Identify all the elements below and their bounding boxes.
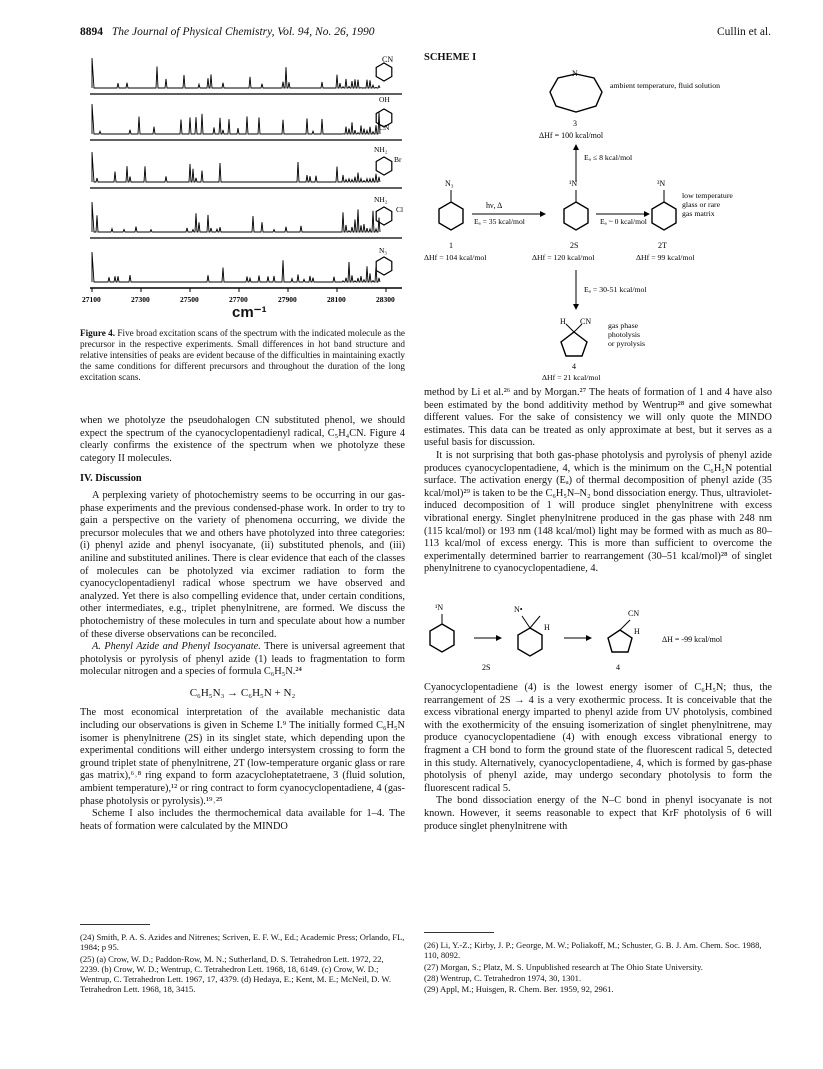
x-axis-unit: cm⁻¹ [232, 304, 267, 321]
compound-2t-label: 2T [658, 241, 667, 250]
reaction-dh: ΔH = -99 kcal/mol [662, 635, 723, 644]
compound-2t-dh: ΔHf = 99 kcal/mol [636, 253, 695, 262]
scheme-1-diagram [424, 64, 776, 384]
reaction-label-2s: 2S [482, 663, 491, 672]
svg-text:H: H [544, 623, 550, 632]
reaction-2s [430, 603, 454, 652]
figure-4-spectra [80, 50, 410, 325]
footnote-rule-left [80, 924, 150, 925]
spectrum-trace [92, 202, 380, 232]
reference-27: (27) Morgan, S.; Platz, M. S. Unpublished research at The Ohio State University. [424, 961, 703, 972]
compound-1-label: 1 [449, 241, 453, 250]
reference-24: (24) Smith, P. A. S. Azides and Nitrenes; Scriven, E. F. W., Ed.; Academic Press; Orlando, FL, 1984; p 95. [80, 932, 405, 953]
substituent-label: NH₂ [374, 195, 388, 204]
substituent-label: CN [379, 123, 390, 132]
svg-text:N₃: N₃ [445, 179, 454, 188]
compound-2s-dh: ΔHf = 120 kcal/mol [532, 253, 595, 262]
compound-4-cyanocyclopentadiene [560, 317, 591, 356]
svg-text:N: N [572, 69, 578, 78]
x-tick-label: 27700 [229, 295, 248, 304]
substituent-label: NH₂ [374, 145, 388, 154]
x-axis [82, 288, 402, 304]
scheme-title: SCHEME I [424, 52, 477, 63]
caption-text: Five broad excitation scans of the spectrum with the indicated molecule as the precursor in the respective experiments. Small differences in hot band structure and relative intensities of peaks are evident because of the difficulties in maintaining exactly the same conditions for different precursors and throughout the duration of the long excitation scans. [80, 328, 406, 382]
ea3-label: Eₐ = 30-51 kcal/mol [584, 285, 647, 294]
precursor-molecule-icon [376, 207, 392, 225]
reference-26: (26) Li, Y.-Z.; Kirby, J. P.; George, M. W.; Poliakoff, M.; Schuster, G. B. J. Am. Chem. Soc. 1988, 110, 8092. [424, 940, 762, 961]
right-paragraph-1: method by Li et al.²⁶ and by Morgan.²⁷ The heats of formation of 1 and 4 have also been estimated by the bond additivity method by Wentrup²⁸ and give somewhat different values. For the sake of consistency we will only quote the MINDO estimates. This data can be treated as only approximate at best, but it serves as a useful basis for discussion. [424, 387, 772, 449]
precursor-molecule-icon [376, 257, 392, 275]
precursor-molecule-icon [376, 63, 392, 81]
spectrum-trace [92, 58, 380, 88]
substituent-label: Br [394, 155, 402, 164]
compound-3-dh: ΔHf = 100 kcal/mol [539, 131, 604, 140]
compound-1-dh: ΔHf = 104 kcal/mol [424, 253, 487, 262]
spectrum-trace [92, 252, 380, 282]
left-references [80, 932, 405, 996]
compound-3-label: 3 [573, 119, 577, 128]
ea-top-label: Eₐ ≤ 8 kcal/mol [584, 153, 633, 162]
label-cn-1: CN [382, 55, 394, 64]
right-paragraph-2: It is not surprising that both gas-phase photolysis and pyrolysis of phenyl azide produces cyanocyclopentadiene, 4, which is the minimum on the C₆H₅N potential surface. The activation energy (Eₐ) of thermal decomposition of phenyl azide (35 kcal/mol)²⁹ is taken to be the C₆H₅N–N₂ bond dissociation energy. Thus, ultraviolet-induced decomposition of 1 will produce singlet phenylnitrene with excess vibrational energy. Singlet phenylnitrene produced in the gas phase with 248 nm (115 kcal/mol) or 193 nm (148 kcal/mol) light may be formed with as much as 80–113 kcal/mol of excess energy. This is more than sufficient to overcome the experimentally determined barrier to rearrangement (30–51 kcal/mol)²⁸ of singlet phenylnitrene to cyanocyclopentadiene, 4. [424, 449, 772, 575]
ea2-label: Eₐ ~ 0 kcal/mol [600, 217, 647, 226]
azepine-ring [550, 74, 602, 112]
gas-phase-note: gas phase photolysis or pyrolysis [608, 321, 646, 348]
svg-text:N•: N• [514, 605, 523, 614]
hv-label: hν, Δ [486, 201, 503, 210]
left-paragraph-2: A perplexing variety of photochemistry seems to be occurring in our gas-phase experiments and the previous condensed-phase work. In order to try to gain a perspective on the variety of phenomena occurring, we divide the precursor molecules that we and others have photolyzed into three categories: (i) phenyl azide and phenyl isocyanate, (ii) substituted phenols, and (iii) aniline and substituted anilines. There is clear evidence that each of the classes of molecules can be photolyzed via excimer radiation to form the cyanocyclopentadienyl radical whose spectrum we have observed and analyzed. Yet there is also compelling evidence that, under certain conditions, other intermediates, e.g., triplet phenylnitrene, are formed. We discuss the photochemistry of these molecules in turn and speculate about how a number of these diverse observations can be reconciled. [80, 489, 405, 640]
figure-4-caption [80, 328, 405, 383]
x-tick-label: 27500 [180, 295, 199, 304]
reaction-label-4: 4 [616, 663, 620, 672]
spectrum-trace [92, 104, 380, 134]
right-column-upper [424, 387, 772, 576]
x-tick-label: 28300 [376, 295, 395, 304]
reference-25: (25) (a) Crow, W. D.; Paddon-Row, M. N.; Sutherland, D. S. Tetrahedron Lett. 1972, 22, 2239. (b) Crow, W. D.; Wentrup, C. Tetrahedron Lett. 1968, 18, 6149. (c) Crow, W. D.; Wentrup, C. Tetrahedron Lett. 1967, 17, 4379. (d) Hedaya, E.; Kent, M. E.; McNeil, D. W. Tetrahedron Lett. 1968, 18, 3415. [80, 953, 391, 995]
left-paragraph-1: when we photolyze the pseudohalogen CN substituted phenol, we should expect the spectrum of the cyanocyclopentadienyl radical, C₅H₄CN. Figure 4 clearly confirms the existence of the spectrum when we photolyze these category II molecules. [80, 415, 405, 464]
precursor-molecule-icon [376, 157, 392, 175]
low-temp-note: low temperature glass or rare gas matrix [682, 191, 733, 218]
right-paragraph-3: Cyanocyclopentadiene (4) is the lowest energy isomer of C₆H₅N; thus, the rearrangement of 2S → 4 is a very exothermic process. It is conceivable that the excess vibrational energy imparted to phenyl azide from UV photolysis, combined with the exothermicity of the ensuing isomerization of singlet phenylnitrene, may produce cyanocyclopentadiene (4) with enough excess vibrational energy to fragment a CH bond to form the ground state of the fluorescent radical 5, detected in this study. Alternatively, cyanocyclopentadiene, 4, which is formed by gas-phase photolysis of phenyl azide, may undergo secondary photolysis to form the fluorescent radical 5. [424, 682, 772, 794]
ea1-label: Eₐ = 35 kcal/mol [474, 217, 525, 226]
spectrum-traces [90, 58, 402, 282]
compound-4-dh: ΔHf = 21 kcal/mol [542, 373, 601, 382]
equation: C₆H₅N₃ → C₆H₅N + N₂ [189, 686, 296, 699]
svg-text:H: H [560, 317, 566, 326]
left-paragraph-5: Scheme I also includes the thermochemical data available for 1–4. The heats of formation were calculated by the MINDO [80, 808, 405, 832]
svg-text:³N: ³N [657, 179, 666, 188]
subsection-heading: A. Phenyl Azide and Phenyl Isocyanate. [92, 641, 261, 653]
page-header [80, 26, 771, 44]
right-paragraph-4: The bond dissociation energy of the N–C bond in phenyl isocyanate is not known. However, it seems reasonable to expect that KrF photolysis of 6 will produce singlet phenylnitrene with [424, 795, 772, 832]
x-tick-label: 27100 [82, 295, 101, 304]
compound-1-phenyl-azide [439, 179, 463, 230]
substituent-label: OH [379, 95, 390, 104]
left-paragraph-3: A. Phenyl Azide and Phenyl Isocyanate. There is universal agreement that photolysis or pyrolysis of phenyl azide (1) leads to fragmentation to form molecular nitrogen and a species of formula C₆H₅N.²⁴ [80, 641, 405, 678]
footnote-rule-right [424, 932, 494, 933]
left-paragraph-4: The most economical interpretation of the available mechanistic data including our observations is given in Scheme I.⁹ The initially formed C₆H₅N isomer is phenylnitrene (2S) in its singlet state, which depending upon the experimental conditions will either undergo intersystem crossing to form the ground triplet state of phenylnitrene, 2T (low-temperature organic glass or rare gas matrix),⁶˒⁸ ring expand to form azacycloheptatetraene, 3 (fluid solution, ambient temperature),¹² or ring contract to form cyanocyclopentadiene, 4 (gas-phase photolysis or pyrolysis).¹⁹˒²⁵ [80, 707, 405, 807]
reference-28: (28) Wentrup, C. Tetrahedron 1974, 30, 1301. [424, 972, 582, 983]
substituent-label: Cl [396, 205, 404, 214]
x-tick-label: 27300 [131, 295, 150, 304]
x-tick-label: 28100 [327, 295, 346, 304]
compound-4-label: 4 [572, 362, 576, 371]
x-tick-label: 27900 [278, 295, 297, 304]
left-column [80, 415, 405, 833]
rearrangement-reaction [424, 598, 774, 676]
compound-2s-label: 2S [570, 241, 579, 250]
page-number: 8894 [80, 26, 103, 38]
reference-29: (29) Appl, M.; Huisgen, R. Chem. Ber. 1959, 92, 2961. [424, 984, 614, 995]
running-authors: Cullin et al. [717, 26, 771, 38]
svg-text:CN: CN [580, 317, 592, 326]
substituent-label: N₃ [379, 246, 388, 255]
caption-label: Figure 4. [80, 328, 116, 338]
right-column-lower [424, 682, 772, 833]
right-references [424, 940, 772, 995]
scheme-3-note: ambient temperature, fluid solution [610, 81, 720, 90]
section-heading: IV. Discussion [80, 473, 142, 485]
reaction-4 [608, 609, 640, 652]
svg-text:H: H [634, 627, 640, 636]
spectrum-trace [92, 152, 380, 182]
compound-2t-triplet-nitrene [652, 179, 676, 230]
reaction-intermediate [514, 605, 550, 656]
svg-text:¹N: ¹N [569, 179, 578, 188]
compound-2s-singlet-nitrene [564, 179, 588, 230]
svg-text:¹N: ¹N [435, 603, 444, 612]
journal-title: The Journal of Physical Chemistry, Vol. 94, No. 26, 1990 [111, 26, 375, 38]
svg-text:CN: CN [628, 609, 640, 618]
molecule-icons [374, 63, 403, 275]
